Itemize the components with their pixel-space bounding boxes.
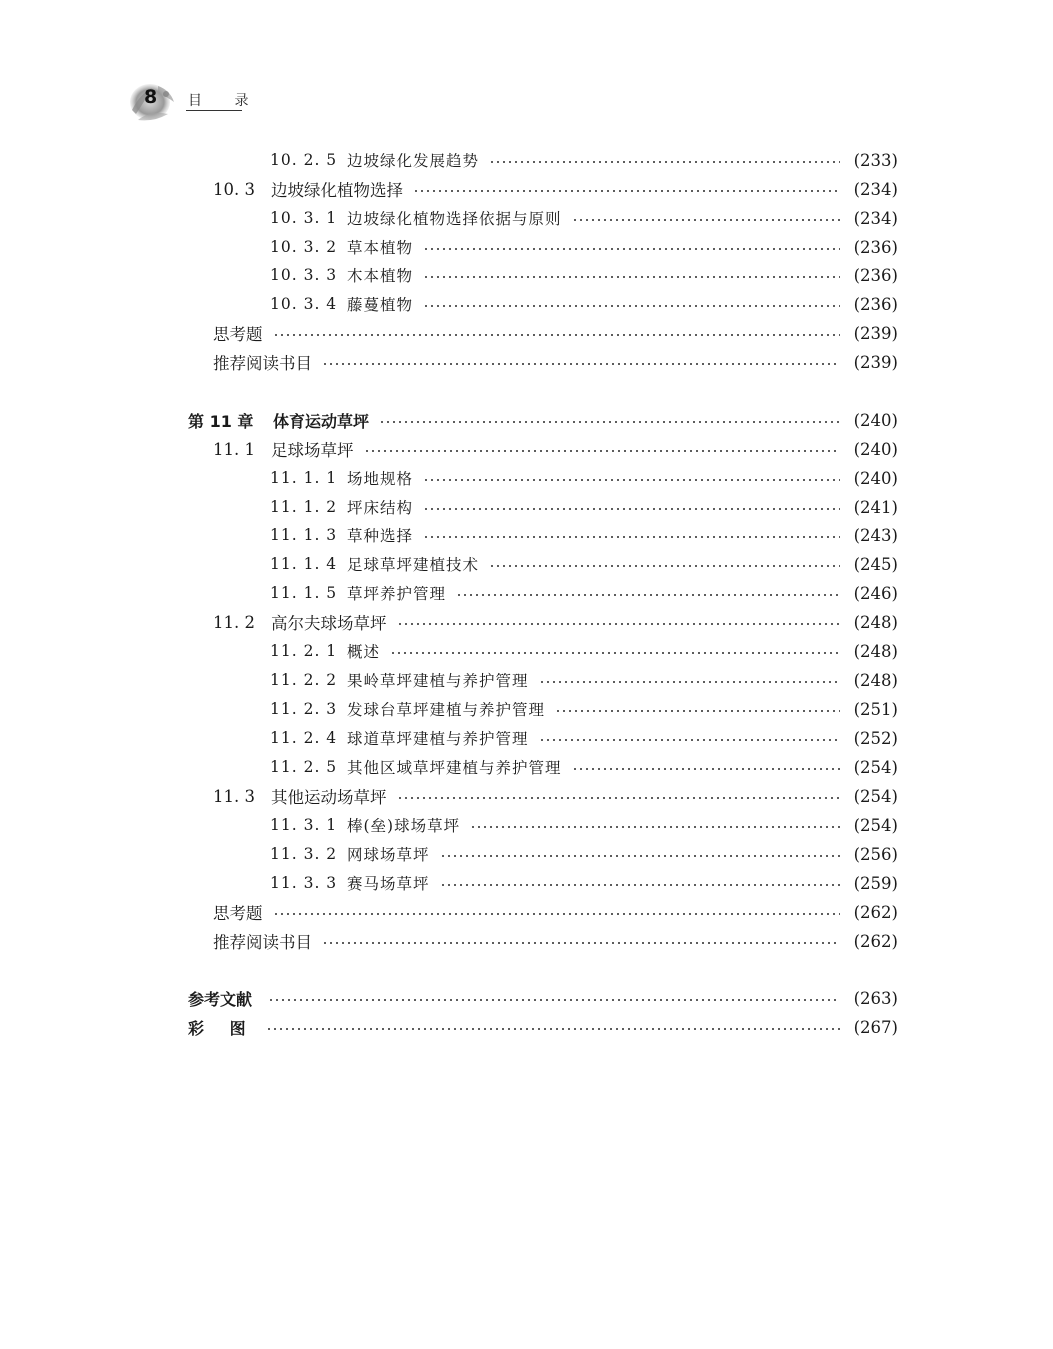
dot-leader — [539, 681, 840, 683]
section-title: 场地规格 — [347, 470, 414, 488]
dot-leader — [440, 884, 840, 886]
section-number: 11. 1. 5 — [270, 584, 338, 602]
dot-leader — [397, 797, 841, 799]
section-number: 10. 3. 2 — [270, 238, 338, 256]
section-title: 赛马场草坪 — [347, 875, 430, 893]
section-number: 10. 3. 4 — [270, 295, 338, 313]
dot-leader — [470, 826, 840, 828]
section-title: 思考题 — [213, 325, 263, 344]
page-ref: (241) — [853, 497, 898, 517]
section-title: 草坪养护管理 — [347, 585, 447, 603]
dot-leader — [555, 710, 840, 712]
toc-entry[interactable] — [270, 579, 898, 607]
dot-leader — [423, 536, 840, 538]
dot-leader — [423, 305, 840, 307]
toc-entry[interactable] — [270, 695, 898, 723]
page-ref: (251) — [853, 699, 898, 719]
toc-entry[interactable] — [270, 204, 898, 232]
page-ref: (239) — [853, 323, 898, 343]
toc-entry[interactable] — [213, 898, 898, 926]
header-underline — [186, 110, 242, 111]
page-ref: (240) — [853, 410, 898, 430]
section-number: 11. 2. 3 — [270, 700, 338, 718]
section-number: 11. 3. 1 — [270, 816, 338, 834]
dot-leader — [322, 363, 840, 365]
toc-entry[interactable] — [270, 521, 898, 549]
page-ref: (262) — [853, 931, 898, 951]
section-title: 棒(垒)球场草坪 — [347, 817, 461, 835]
section-title: 概述 — [347, 643, 381, 661]
dot-leader — [268, 999, 840, 1001]
color-plates-title: 彩 图 — [188, 1018, 256, 1038]
section-number: 11. 3 — [213, 786, 255, 806]
dot-leader — [539, 739, 840, 741]
section-number: 11. 1. 2 — [270, 498, 338, 516]
toc-references-entry[interactable] — [188, 984, 898, 1012]
toc-entry[interactable] — [270, 869, 898, 897]
toc-entry[interactable] — [213, 435, 898, 463]
toc-color-plates-entry[interactable] — [188, 1013, 898, 1041]
toc-entry[interactable] — [270, 261, 898, 289]
dot-leader — [489, 161, 840, 163]
toc-entry[interactable] — [213, 608, 898, 636]
page-ref: (234) — [853, 179, 898, 199]
dot-leader — [390, 652, 840, 654]
page-ref: (240) — [853, 439, 898, 459]
page-ref: (248) — [853, 612, 898, 632]
chapter-title: 体育运动草坪 — [273, 411, 370, 431]
section-title: 球道草坪建植与养护管理 — [347, 730, 529, 748]
section-title: 推荐阅读书目 — [213, 354, 312, 373]
section-number: 11. 2. 4 — [270, 729, 338, 747]
toc-entry[interactable] — [270, 493, 898, 521]
section-number: 10. 3 — [213, 179, 255, 199]
section-number: 10. 3. 3 — [270, 266, 338, 284]
page-title: 目 录 — [188, 93, 263, 109]
section-number: 11. 3. 2 — [270, 845, 338, 863]
page-ref: (256) — [853, 844, 898, 864]
toc-entry[interactable] — [270, 753, 898, 781]
toc-chapter-entry[interactable] — [188, 406, 898, 434]
section-number: 11. 1. 1 — [270, 469, 338, 487]
section-title: 果岭草坪建植与养护管理 — [347, 672, 529, 690]
page-ref: (236) — [853, 294, 898, 314]
section-title: 木本植物 — [347, 267, 414, 285]
section-number: 11. 1. 4 — [270, 555, 338, 573]
page-ref: (254) — [853, 786, 898, 806]
section-title: 边坡绿化植物选择 — [271, 181, 403, 200]
section-title: 草种选择 — [347, 527, 414, 545]
page-ref: (263) — [853, 988, 898, 1008]
section-title: 草本植物 — [347, 239, 414, 257]
section-title: 网球场草坪 — [347, 846, 430, 864]
section-title: 边坡绿化植物选择依据与原则 — [347, 210, 562, 228]
page-ref: (243) — [853, 525, 898, 545]
page-ref: (254) — [853, 757, 898, 777]
references-title: 参考文献 — [188, 989, 253, 1009]
page-ref: (252) — [853, 728, 898, 748]
dot-leader — [379, 421, 840, 423]
page-ref: (262) — [853, 902, 898, 922]
page-ref: (245) — [853, 554, 898, 574]
page-ref: (267) — [853, 1017, 898, 1037]
section-title: 高尔夫球场草坪 — [271, 614, 387, 633]
toc-entry[interactable] — [213, 348, 898, 376]
section-title: 推荐阅读书目 — [213, 933, 312, 952]
toc-entry[interactable] — [270, 724, 898, 752]
section-number: 11. 2. 1 — [270, 642, 338, 660]
section-number: 11. 1 — [213, 439, 255, 459]
section-title: 其他区域草坪建植与养护管理 — [347, 759, 562, 777]
section-title: 藤蔓植物 — [347, 296, 414, 314]
dot-leader — [423, 479, 840, 481]
toc-entry[interactable] — [270, 146, 898, 174]
dot-leader — [397, 623, 841, 625]
dot-leader — [423, 276, 840, 278]
section-number: 10. 2. 5 — [270, 151, 338, 169]
toc-entry[interactable] — [213, 782, 898, 810]
page-ref: (246) — [853, 583, 898, 603]
toc-entry[interactable] — [270, 666, 898, 694]
section-number: 11. 2. 5 — [270, 758, 338, 776]
section-title: 足球场草坪 — [271, 441, 354, 460]
dot-leader — [364, 450, 841, 452]
section-number: 11. 2 — [213, 612, 255, 632]
page-header — [128, 78, 268, 122]
toc-entry[interactable] — [270, 840, 898, 868]
page-ref: (240) — [853, 468, 898, 488]
section-number: 11. 1. 3 — [270, 526, 338, 544]
page-ref: (248) — [853, 641, 898, 661]
dot-leader — [489, 565, 840, 567]
section-title: 思考题 — [213, 904, 263, 923]
toc-entry[interactable] — [270, 550, 898, 578]
toc-entry[interactable] — [213, 175, 898, 203]
section-number: 11. 3. 3 — [270, 874, 338, 892]
page-ref: (233) — [853, 150, 898, 170]
dot-leader — [413, 190, 840, 192]
page-ref: (259) — [853, 873, 898, 893]
section-title: 发球台草坪建植与养护管理 — [347, 701, 546, 719]
dot-leader — [440, 855, 840, 857]
chapter-number: 第 11 章 — [188, 411, 254, 431]
section-number: 11. 2. 2 — [270, 671, 338, 689]
page-number: 8 — [144, 86, 158, 108]
dot-leader — [266, 1028, 840, 1030]
dot-leader — [423, 508, 840, 510]
page-ref: (234) — [853, 208, 898, 228]
toc-entry[interactable] — [270, 464, 898, 492]
page-ref: (248) — [853, 670, 898, 690]
page-ref: (236) — [853, 237, 898, 257]
toc-entry[interactable] — [213, 319, 898, 347]
dot-leader — [273, 913, 841, 915]
section-title: 坪床结构 — [347, 499, 414, 517]
section-title: 其他运动场草坪 — [271, 788, 387, 807]
page-ref: (254) — [853, 815, 898, 835]
section-number: 10. 3. 1 — [270, 209, 338, 227]
page-ref: (239) — [853, 352, 898, 372]
section-title: 边坡绿化发展趋势 — [347, 152, 480, 170]
dot-leader — [572, 768, 840, 770]
dot-leader — [572, 219, 840, 221]
toc-entry[interactable] — [213, 927, 898, 955]
toc-entry[interactable] — [270, 637, 898, 665]
flower-ornament-icon — [128, 80, 176, 120]
toc-entry[interactable] — [270, 233, 898, 261]
page-ref: (236) — [853, 265, 898, 285]
dot-leader — [456, 594, 840, 596]
dot-leader — [322, 942, 840, 944]
toc-entry[interactable] — [270, 290, 898, 318]
dot-leader — [423, 248, 840, 250]
dot-leader — [273, 334, 841, 336]
section-title: 足球草坪建植技术 — [347, 556, 480, 574]
toc-entry[interactable] — [270, 811, 898, 839]
